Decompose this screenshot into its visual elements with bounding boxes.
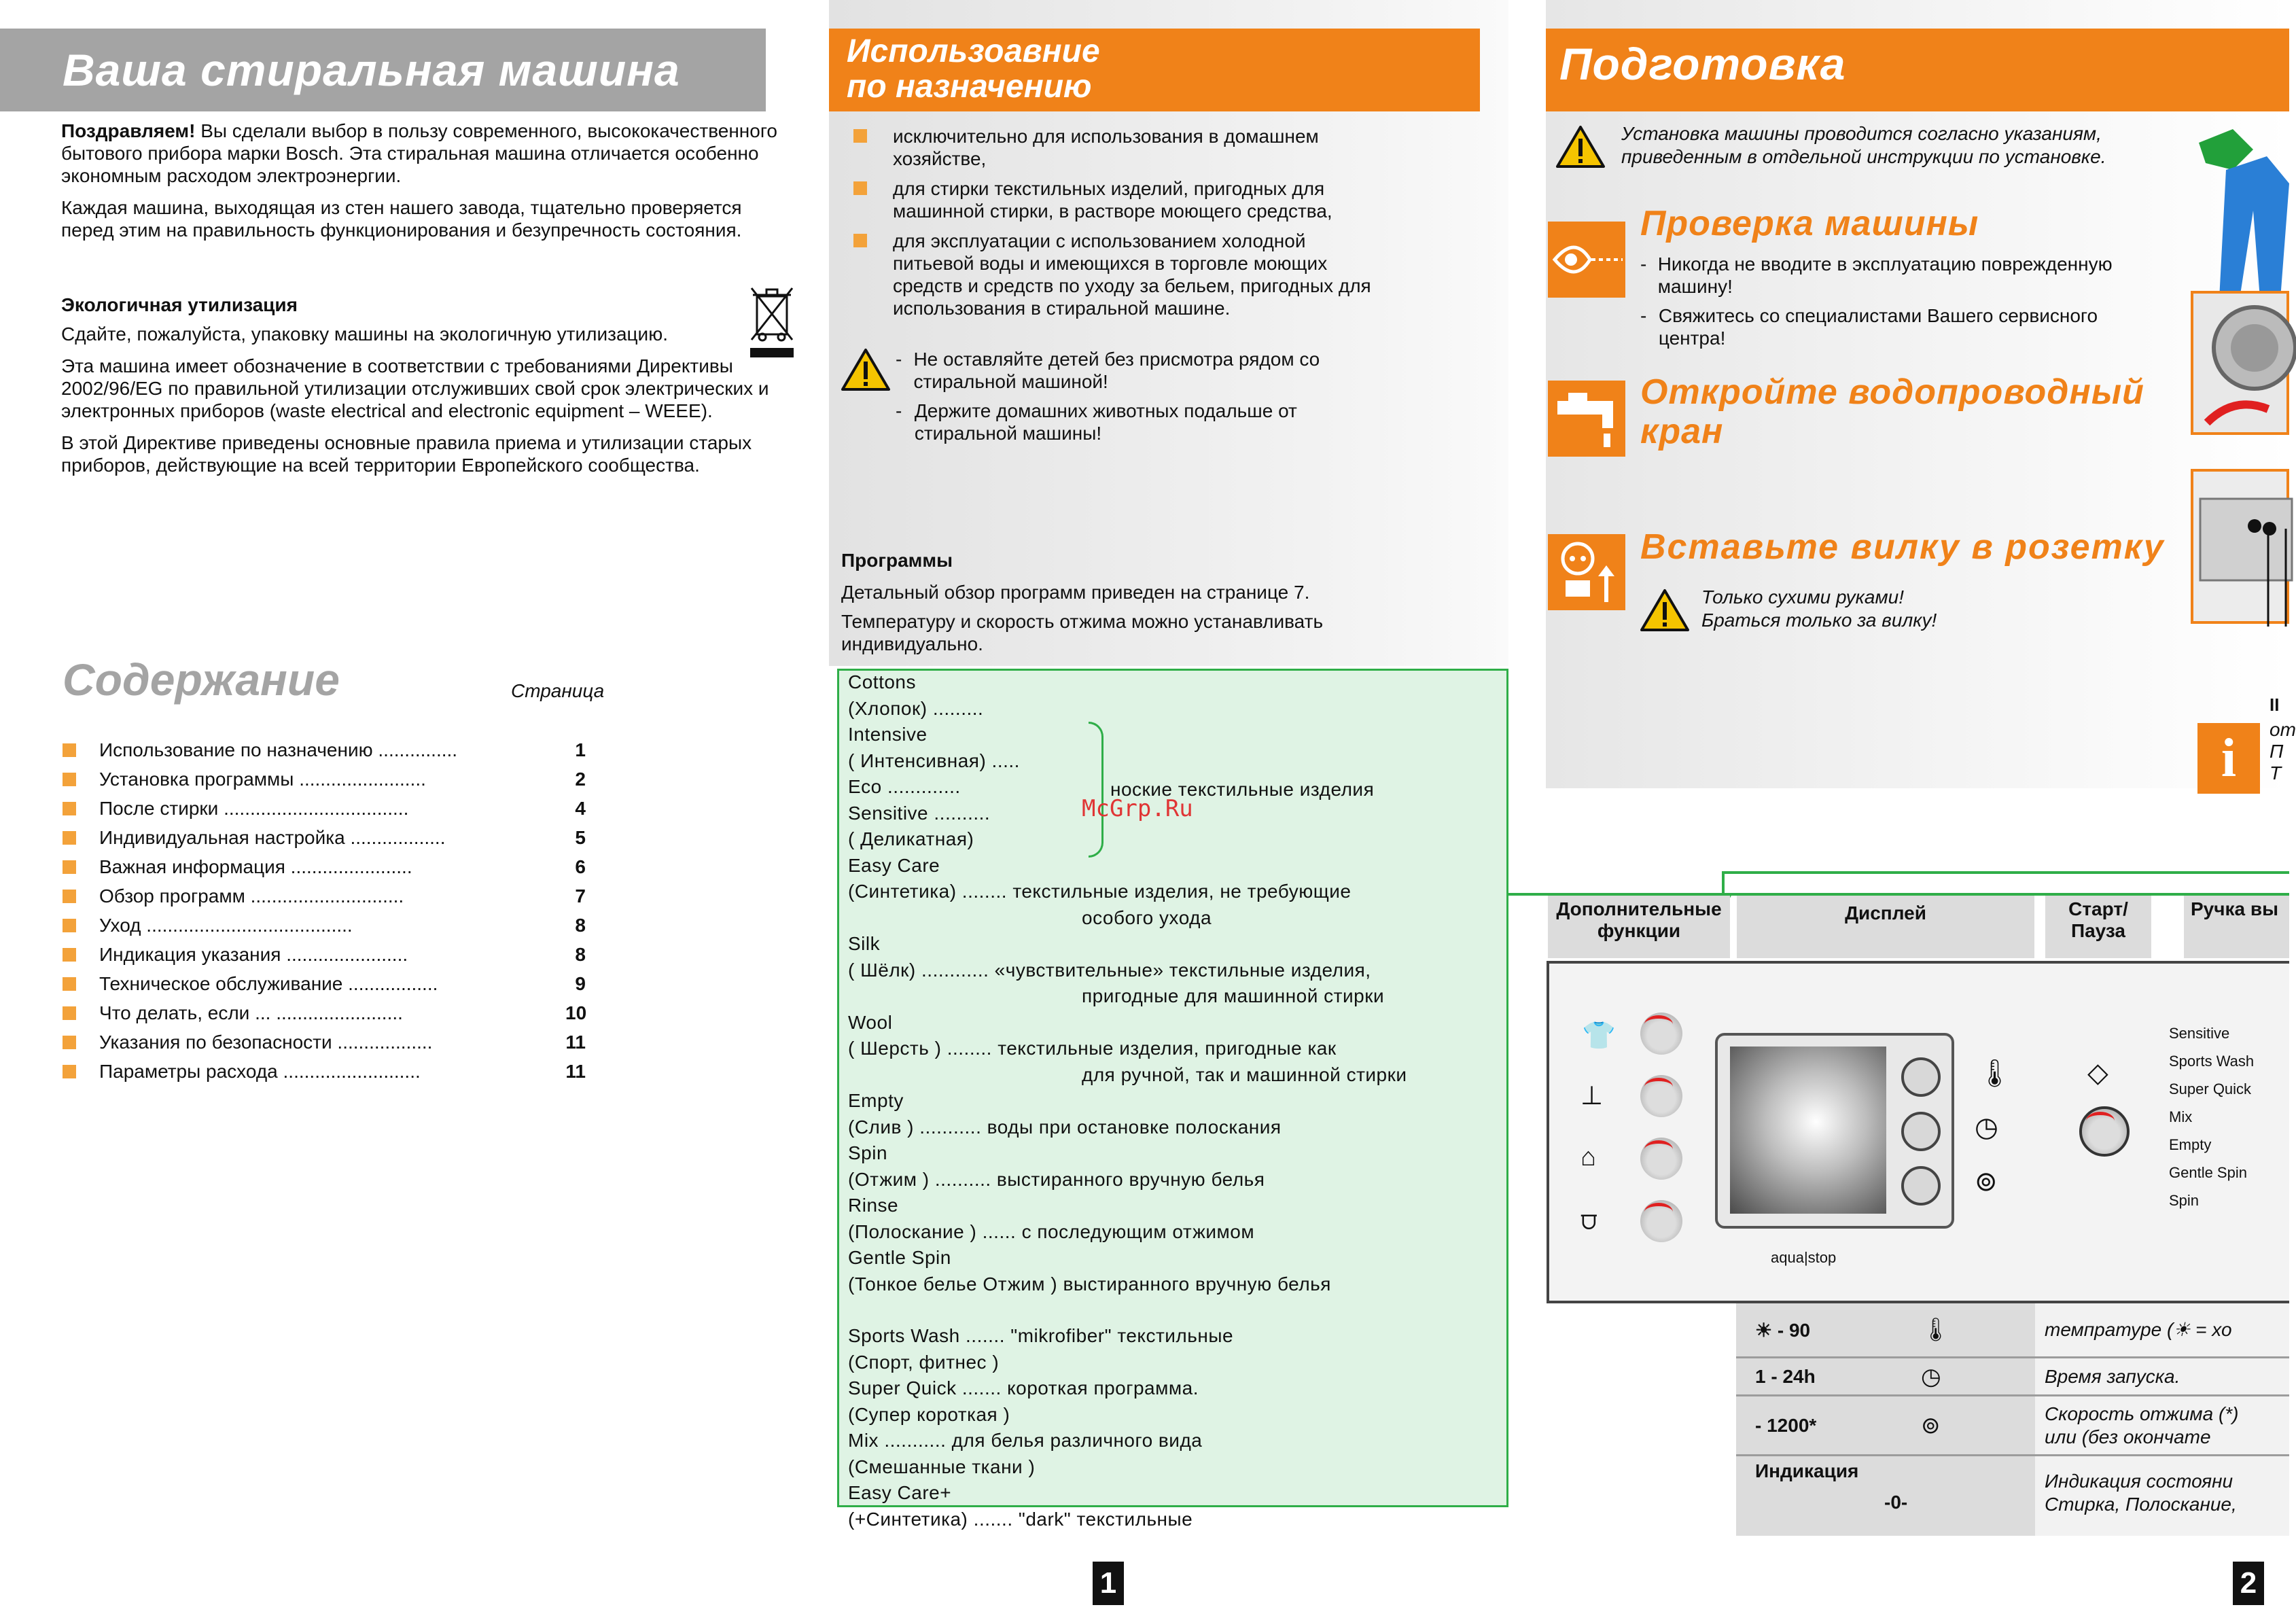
program-line: Wool bbox=[848, 1011, 893, 1033]
toc-page: 10 bbox=[565, 1002, 587, 1023]
program-line: Sensitive .......... bbox=[848, 802, 991, 824]
bracket-text: ноские текстильные изделия bbox=[1110, 779, 1375, 800]
toc-label: Важная информация ....................... bbox=[99, 856, 412, 877]
usage-bullet bbox=[853, 177, 1383, 222]
temperature-down-icon: ⊥ bbox=[1580, 1082, 1604, 1110]
page1-intro bbox=[61, 120, 781, 251]
toc-page: 5 bbox=[575, 826, 586, 848]
bullet-square bbox=[63, 977, 76, 991]
program-list bbox=[2169, 1019, 2289, 1214]
toc-row[interactable] bbox=[63, 969, 586, 998]
prep-header bbox=[1546, 29, 2289, 111]
basin-icon: ⩌ bbox=[1580, 1207, 1597, 1235]
intro-bold: Поздравляем! bbox=[61, 120, 196, 141]
program-line: ( Шерсть ) ........ текстильные изделия, пригодные как bbox=[848, 1038, 1337, 1059]
bullet-square bbox=[63, 773, 76, 786]
programs-title: Программы bbox=[841, 550, 953, 571]
toc-label: После стирки ................................... bbox=[99, 797, 409, 819]
toc-page: 9 bbox=[575, 972, 586, 994]
eco-p3: В этой Директиве приведены основные правила приема и утилизации старых приборов, действующие на всей территории Европейского сообщества. bbox=[61, 432, 752, 476]
program-line: пригодные для машинной стирки bbox=[1082, 985, 1385, 1006]
label-display: Дисплей bbox=[1737, 896, 2034, 958]
toc-label: Параметры расхода .......................... bbox=[99, 1060, 421, 1082]
program-line: (Синтетика) ........ текстильные изделия, не требующие bbox=[848, 881, 1352, 902]
plug-title: Вставьте вилку в розетку bbox=[1640, 527, 2165, 567]
toc-page: 11 bbox=[565, 1060, 586, 1082]
programs-intro bbox=[841, 549, 1453, 665]
install-note: Установка машины проводится согласно указаниям, приведенным в отдельной инструкции по установке. bbox=[1621, 123, 2106, 167]
panel-program-item[interactable]: Super Quick bbox=[2169, 1080, 2252, 1097]
panel-program-item[interactable]: Sensitive bbox=[2169, 1025, 2230, 1042]
program-line: Mix ........... для белья различного вида bbox=[848, 1430, 1203, 1451]
program-line: особого ухода bbox=[1082, 907, 1212, 928]
program-line: (Смешанные ткани ) bbox=[848, 1456, 1036, 1477]
program-line: (Тонкое белье Отжим ) выстиранного вручную белья bbox=[848, 1273, 1331, 1295]
toc-row[interactable] bbox=[63, 823, 586, 852]
toc-row[interactable] bbox=[63, 735, 586, 764]
toc-label: Индикация указания ....................... bbox=[99, 943, 408, 965]
program-line: (Отжим ) .......... выстиранного вручную белья bbox=[848, 1168, 1265, 1190]
program-line: Gentle Spin bbox=[848, 1247, 951, 1268]
extra-function-button-2[interactable] bbox=[1642, 1076, 1681, 1116]
intro-p2: Каждая машина, выходящая из стен нашего завода, тщательно проверяется перед этим на правильность функционирования и безупречность состояния. bbox=[61, 197, 742, 241]
display-button-timer[interactable] bbox=[1901, 1112, 1941, 1151]
toc-row[interactable] bbox=[63, 1027, 586, 1057]
warning-icon bbox=[1556, 125, 1605, 169]
usage-bullet bbox=[853, 125, 1383, 170]
toc-label: Уход ....................................... bbox=[99, 914, 353, 936]
program-line: ( Деликатная) bbox=[848, 828, 974, 849]
bullet-square bbox=[63, 948, 76, 962]
bullet-square bbox=[63, 1036, 76, 1049]
program-bracket bbox=[1089, 722, 1103, 858]
toc-page: 6 bbox=[575, 856, 586, 877]
toc-page: 7 bbox=[575, 885, 586, 907]
check-item: - Свяжитесь со специалистами Вашего сервисного центра! bbox=[1640, 304, 2116, 349]
child-warnings: - Не оставляйте детей без присмотра рядом со стиральной машиной! - Держите домашних животных подальше от стиральной машины! bbox=[896, 348, 1385, 444]
eye-icon bbox=[1548, 222, 1625, 298]
toc-label: Обзор программ ............................. bbox=[99, 885, 404, 907]
usage-bullets bbox=[853, 125, 1383, 327]
display-button-temperature[interactable] bbox=[1901, 1057, 1941, 1097]
eco-p2: Эта машина имеет обозначение в соответствии с требованиями Директивы 2002/96/EG по правильной утилизации отслуживших свой срок электрических и электронных приборов (waste electrical and electronic equipment – WEEE). bbox=[61, 355, 769, 421]
check-item-text: Никогда не вводите в эксплуатацию поврежденную машину! bbox=[1657, 253, 2113, 297]
spin-icon: ⊚ bbox=[1975, 1167, 1998, 1197]
plug-note-1: Только сухими руками! bbox=[1701, 586, 1905, 608]
program-line: Sports Wash ....... "mikrofiber" текстильные bbox=[848, 1325, 1234, 1346]
table-row: - 1200* ⊚ Скорость отжима (*) или (без окончате bbox=[1736, 1394, 2289, 1454]
toc-page: 4 bbox=[575, 797, 586, 819]
plug-icon bbox=[1548, 534, 1625, 610]
program-line: Rinse bbox=[848, 1195, 899, 1216]
program-line: (+Синтетика) ....... "dark" текстильные bbox=[848, 1508, 1193, 1530]
label-extra-functions: Дополнительные функции bbox=[1548, 896, 1730, 958]
machine-door-illustration bbox=[2191, 291, 2289, 435]
display-screen bbox=[1730, 1047, 1886, 1214]
toc-page: 1 bbox=[575, 739, 586, 760]
contents-page-label: Страница bbox=[511, 680, 605, 701]
toc-row[interactable] bbox=[63, 940, 586, 969]
extra-function-button-1[interactable] bbox=[1642, 1014, 1681, 1053]
aquastop-brand: aqua|stop bbox=[1771, 1249, 1837, 1266]
bullet-square bbox=[63, 919, 76, 932]
bullet-square bbox=[853, 234, 867, 247]
toc-page: 2 bbox=[575, 768, 586, 790]
page2-number: 2 bbox=[2233, 1562, 2264, 1605]
toc-page: 8 bbox=[575, 943, 586, 965]
panel-program-item[interactable]: Mix bbox=[2169, 1108, 2193, 1125]
bullet-square bbox=[63, 802, 76, 815]
usage-bullet-text: для эксплуатации с использованием холодной питьевой воды и имеющихся в торговле моющих средств и средств по уходу за бельем, пригодных для использования в стиральной машине. bbox=[893, 230, 1371, 319]
check-items bbox=[1640, 253, 2116, 356]
table-row: 1 - 24h ◷ Время запуска. bbox=[1736, 1356, 2289, 1394]
program-line: ( Шёлк) ............ «чувствительные» текстильные изделия, bbox=[848, 959, 1371, 981]
panel-program-item[interactable]: Sports Wash bbox=[2169, 1053, 2255, 1070]
program-line: (Слив ) ........... воды при остановке полоскания bbox=[848, 1116, 1282, 1138]
toc-label: Использование по назначению ............... bbox=[99, 739, 458, 760]
table-of-contents bbox=[63, 735, 586, 1086]
eco-p1: Сдайте, пожалуйста, упаковку машины на экологичную утилизацию. bbox=[61, 323, 668, 345]
program-line: Spin bbox=[848, 1142, 888, 1163]
panel-program-item[interactable]: Spin bbox=[2169, 1192, 2200, 1209]
eco-section bbox=[61, 294, 781, 486]
toc-row[interactable] bbox=[63, 881, 586, 911]
toc-label: Техническое обслуживание ................. bbox=[99, 972, 438, 994]
program-line: Silk bbox=[848, 933, 881, 954]
program-line: ( Интенсивная) ..... bbox=[848, 750, 1020, 771]
tshirt-icon: 👕 bbox=[1582, 1021, 1616, 1051]
contents-title: Содержание bbox=[63, 654, 340, 705]
panel-program-item[interactable]: Empty bbox=[2169, 1136, 2212, 1153]
start-icon: ◇ bbox=[2087, 1058, 2108, 1088]
warn-children: Не оставляйте детей без присмотра рядом со стиральной машиной! bbox=[913, 349, 1320, 392]
bullet-square bbox=[63, 1006, 76, 1020]
detergent-drawer-illustration bbox=[2191, 469, 2289, 624]
plug-notes bbox=[1701, 586, 1937, 632]
label-program-knob: Ручка вы bbox=[2184, 896, 2289, 958]
program-line: (Супер короткая ) bbox=[848, 1403, 1010, 1425]
usage-bullet-text: для стирки текстильных изделий, пригодных для машинной стирки, в растворе моющего средства, bbox=[893, 178, 1332, 222]
watermark: McGrp.Ru bbox=[1082, 795, 1193, 822]
eco-title: Экологичная утилизация bbox=[61, 294, 298, 315]
toc-row[interactable] bbox=[63, 911, 586, 940]
table-row: ☀ - 90 🌡 темпратуре (☀ = хо bbox=[1755, 1317, 2232, 1343]
usage-bullet-text: исключительно для использования в домашнем хозяйстве, bbox=[893, 126, 1319, 169]
toc-label: Установка программы ........................ bbox=[99, 768, 426, 790]
weee-bin-icon bbox=[747, 283, 796, 359]
tap-title: Откройте водопроводный кран bbox=[1640, 372, 2144, 451]
bullet-square bbox=[63, 743, 76, 757]
warn-pets: Держите домашних животных подальше от стиральной машины! bbox=[914, 400, 1297, 444]
program-line: Super Quick ....... короткая программа. bbox=[848, 1377, 1199, 1399]
right-edge-roman: II bbox=[2269, 694, 2280, 715]
program-line: Cottons bbox=[848, 671, 916, 692]
clock-icon: ◷ bbox=[1975, 1112, 1998, 1142]
bullet-square bbox=[63, 890, 76, 903]
programs-p1: Детальный обзор программ приведен на странице 7. bbox=[841, 582, 1310, 603]
display-button-spin[interactable] bbox=[1901, 1166, 1941, 1206]
toc-row[interactable] bbox=[63, 1057, 586, 1086]
tap-icon bbox=[1548, 381, 1625, 457]
extra-function-button-4[interactable] bbox=[1642, 1201, 1681, 1241]
program-line: (Спорт, фитнес ) bbox=[848, 1351, 1000, 1373]
toc-label: Индивидуальная настройка .................. bbox=[99, 826, 446, 848]
laundry-illustration bbox=[2192, 129, 2289, 313]
check-item-text: Свяжитесь со специалистами Вашего сервисного центра! bbox=[1658, 305, 2098, 349]
toc-row[interactable] bbox=[63, 998, 586, 1027]
program-line: Eco ............. bbox=[848, 776, 961, 797]
page1-number: 1 bbox=[1093, 1562, 1124, 1605]
program-line: (Хлопок) ......... bbox=[848, 697, 984, 719]
program-line: Intensive bbox=[848, 724, 928, 745]
start-pause-button[interactable] bbox=[2079, 1106, 2130, 1157]
bullet-square bbox=[63, 831, 76, 845]
bullet-square bbox=[63, 1065, 76, 1078]
page1-title: Ваша стиральная машина bbox=[63, 45, 680, 95]
warning-icon bbox=[1640, 588, 1689, 632]
usage-bullet bbox=[853, 230, 1383, 319]
iron-icon: ⌂ bbox=[1580, 1143, 1596, 1172]
toc-row[interactable] bbox=[63, 852, 586, 881]
table-row: Индикация -0- Индикация состояни Стирка, Полоскание, bbox=[1736, 1454, 2289, 1536]
page1-header bbox=[0, 29, 766, 111]
program-line: Easy Care+ bbox=[848, 1482, 952, 1503]
toc-label: Что делать, если ... ........................ bbox=[99, 1002, 403, 1023]
check-item: - Никогда не вводите в эксплуатацию поврежденную машину! bbox=[1640, 253, 2116, 298]
extra-function-button-3[interactable] bbox=[1642, 1139, 1681, 1178]
check-title: Проверка машины bbox=[1640, 204, 1979, 243]
program-line: для ручной, так и машинной стирки bbox=[1082, 1063, 1407, 1085]
info-icon: i bbox=[2197, 723, 2260, 794]
toc-label: Указания по безопасности .................. bbox=[99, 1031, 433, 1053]
usage-header-line2: по назначению bbox=[847, 69, 1092, 105]
right-edge-text: от П Т bbox=[2269, 719, 2296, 784]
program-line: Easy Care bbox=[848, 854, 940, 876]
program-line: Empty bbox=[848, 1090, 904, 1111]
bullet-square bbox=[853, 129, 867, 143]
bullet-square bbox=[853, 181, 867, 195]
thermometer-icon: 🌡 bbox=[1977, 1059, 2012, 1089]
toc-page: 11 bbox=[565, 1031, 586, 1053]
usage-header bbox=[829, 29, 1480, 111]
bullet-square bbox=[63, 860, 76, 874]
toc-page: 8 bbox=[575, 914, 586, 936]
panel-program-item[interactable]: Gentle Spin bbox=[2169, 1164, 2247, 1181]
intro-text: Вы сделали выбор в пользу современного, высококачественного бытового прибора марки Bosch. Эта стиральная машина отличается особенно экономным расходом электроэнергии. bbox=[61, 120, 777, 186]
label-start-pause: Старт/ Пауза bbox=[2045, 896, 2151, 958]
plug-note-2: Браться только за вилку! bbox=[1701, 610, 1937, 631]
toc-row[interactable] bbox=[63, 764, 586, 794]
program-line: (Полоскание ) ...... с последующим отжимом bbox=[848, 1220, 1255, 1242]
toc-row[interactable] bbox=[63, 794, 586, 823]
programs-p2: Температуру и скорость отжима можно устанавливать индивидуально. bbox=[841, 611, 1324, 654]
usage-header-line1: Использоавние bbox=[847, 33, 1100, 69]
prep-title: Подготовка bbox=[1559, 39, 1846, 89]
warning-icon bbox=[841, 348, 890, 391]
